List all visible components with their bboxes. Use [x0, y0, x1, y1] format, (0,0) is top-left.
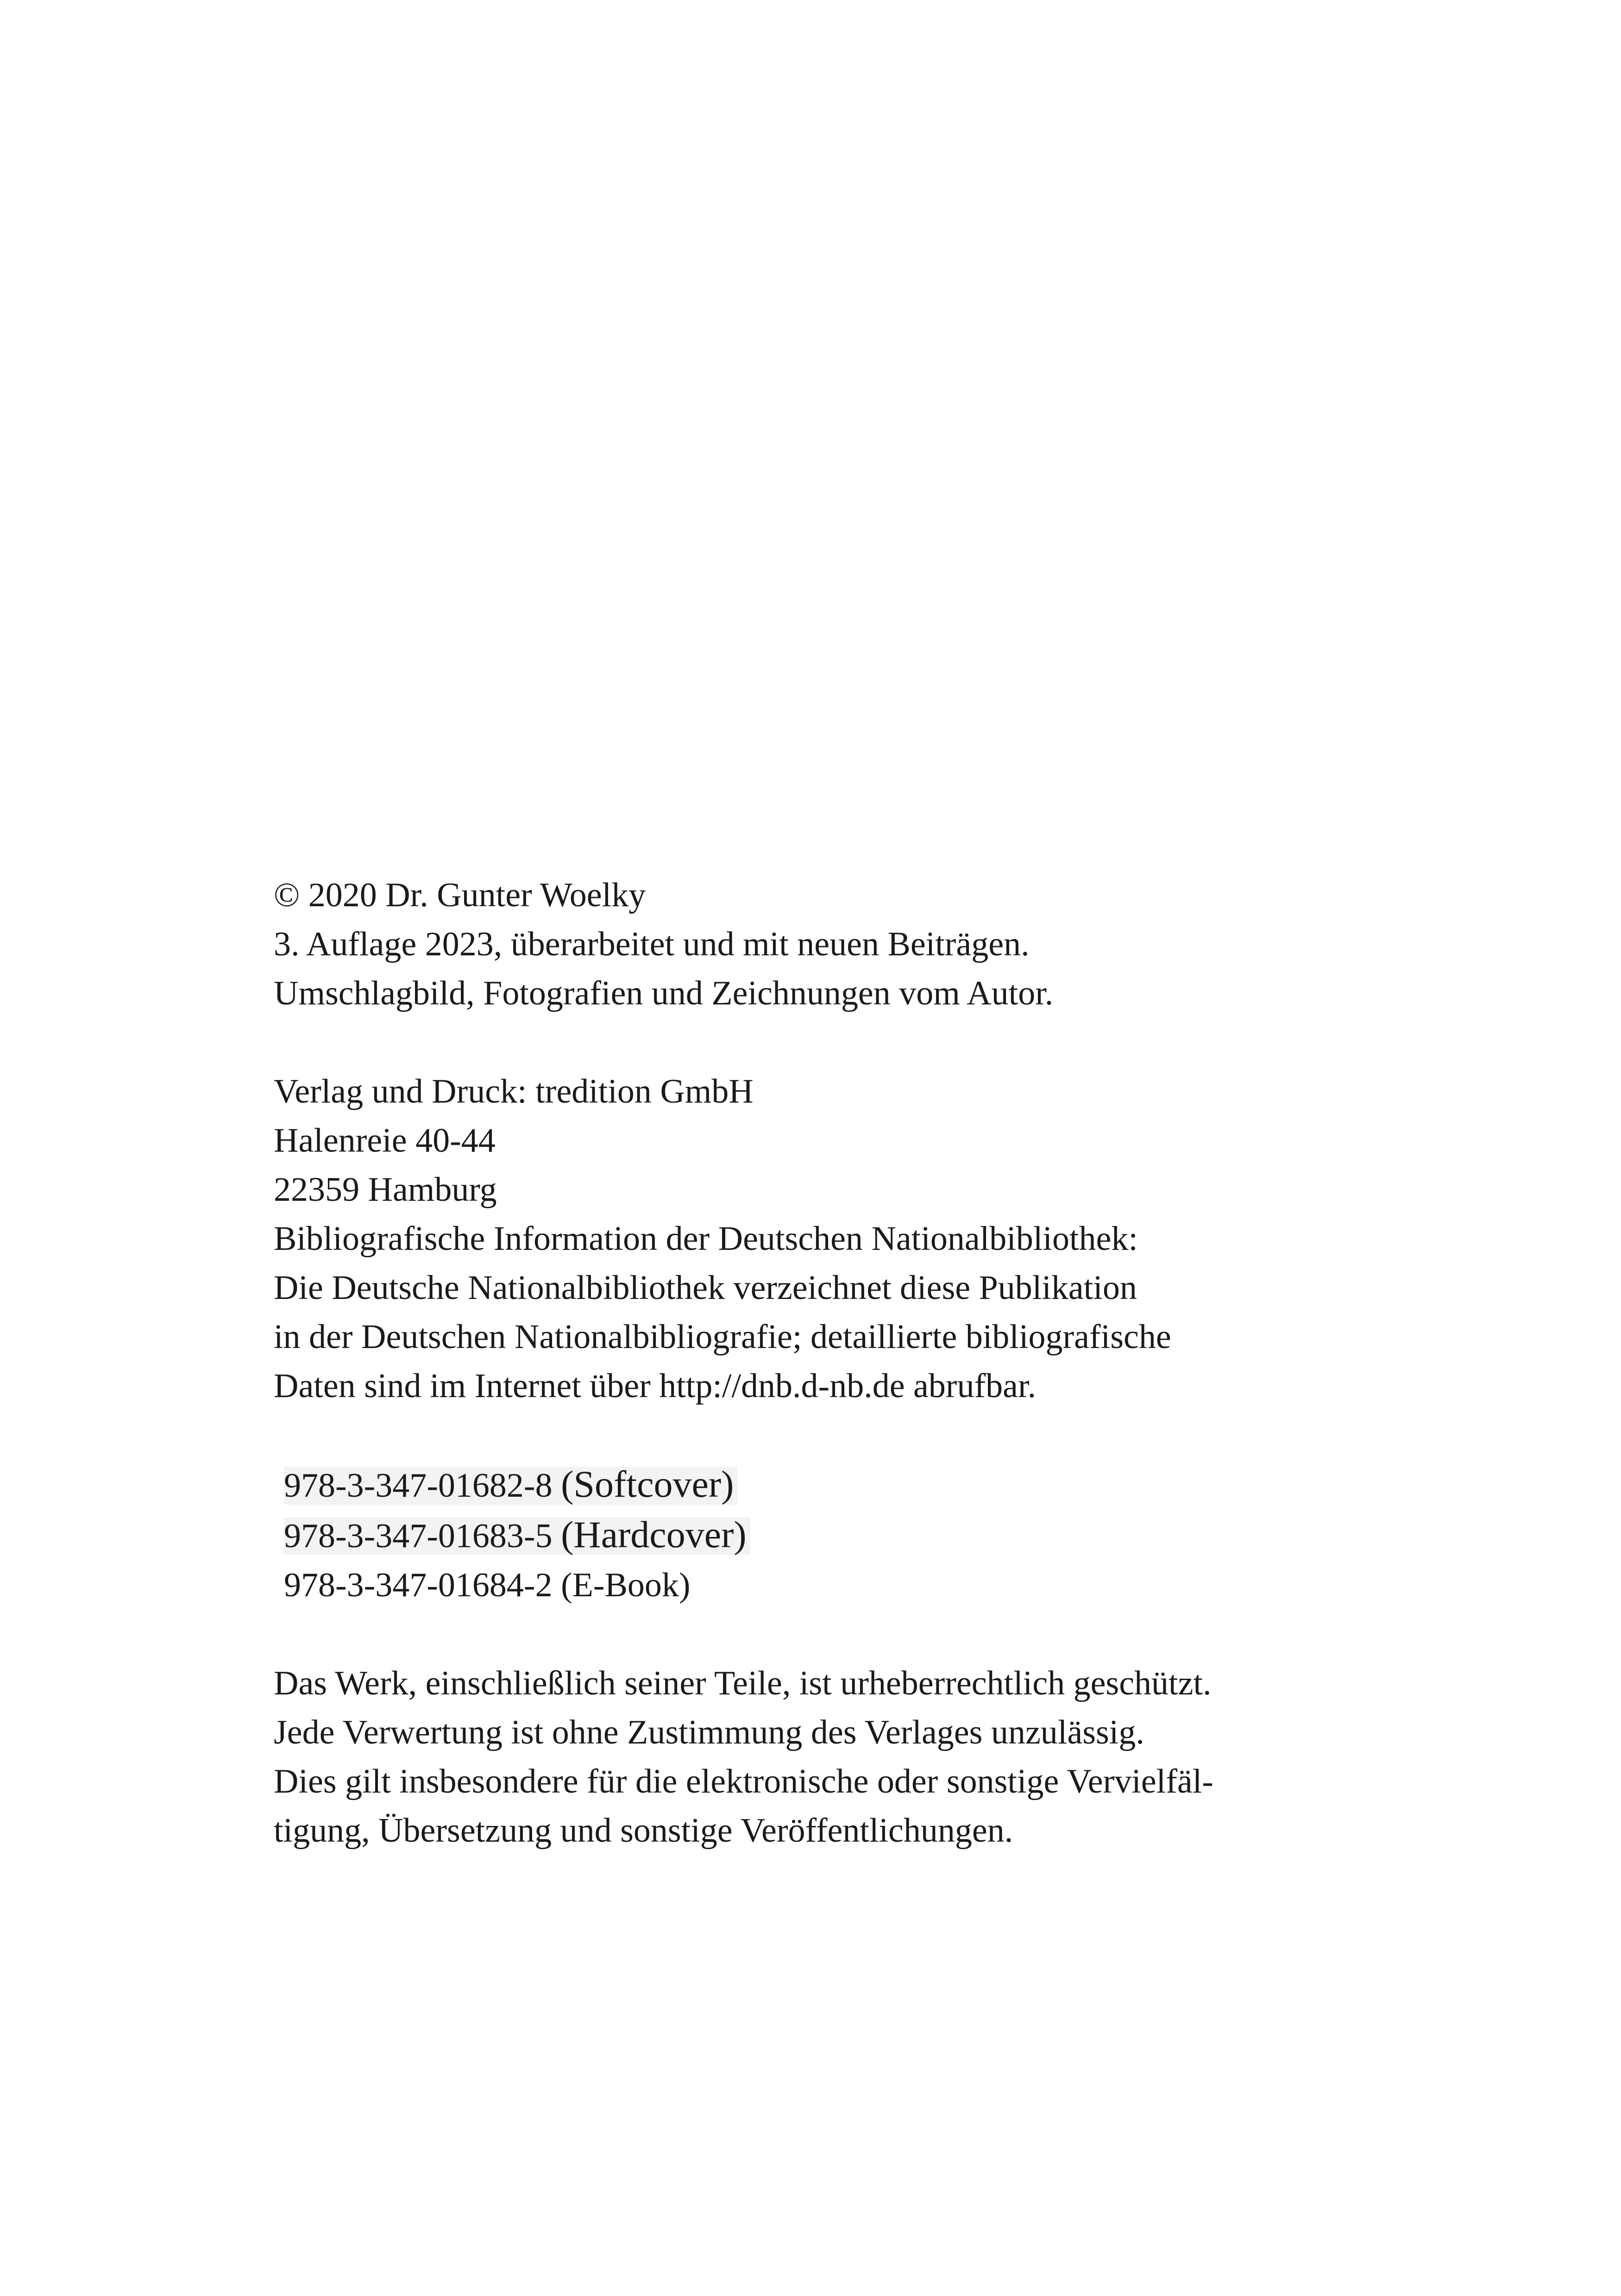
isbn-type: (Hardcover): [561, 1513, 747, 1556]
rights-line-3: Dies gilt insbesondere für die elektronische oder sonstige Vervielfäl-: [274, 1763, 1213, 1800]
rights-line-4: tigung, Übersetzung und sonstige Veröffentlichungen.: [274, 1812, 1013, 1850]
isbn-number: 978-3-347-01682-8: [284, 1467, 553, 1505]
publisher-street: Halenreie 40-44: [274, 1122, 496, 1160]
edition-line: 3. Auflage 2023, überarbeitet und mit neuen Beiträgen.: [274, 925, 1030, 963]
spacer: [274, 1018, 1408, 1067]
bibliographic-line-4: Daten sind im Internet über http://dnb.d-nb.de abrufbar.: [274, 1367, 1037, 1405]
copyright-block: [274, 871, 1408, 1018]
publisher-block: [274, 1067, 1408, 1214]
imprint-section: [274, 871, 1408, 1855]
spacer: [274, 1411, 1408, 1460]
rights-block: [274, 1659, 1408, 1855]
rights-line-2: Jede Verwertung ist ohne Zustimmung des Verlages unzulässig.: [274, 1713, 1144, 1751]
bibliographic-block: [274, 1214, 1408, 1411]
isbn-block: [274, 1460, 1408, 1610]
copyright-line: © 2020 Dr. Gunter Woelky: [274, 876, 646, 914]
isbn-ebook: [274, 1561, 1408, 1610]
isbn-type: (Softcover): [561, 1463, 734, 1505]
bibliographic-line-1: Bibliografische Information der Deutschen Nationalbibliothek:: [274, 1220, 1138, 1258]
bibliographic-line-2: Die Deutsche Nationalbibliothek verzeichnet diese Publikation: [274, 1269, 1137, 1307]
isbn-number: 978-3-347-01683-5: [284, 1517, 553, 1555]
cover-credit-line: Umschlagbild, Fotografien und Zeichnungen vom Autor.: [274, 974, 1054, 1012]
publisher-name: Verlag und Druck: tredition GmbH: [274, 1073, 754, 1110]
rights-line-1: Das Werk, einschließlich seiner Teile, ist urheberrechtlich geschützt.: [274, 1664, 1212, 1702]
isbn-number: 978-3-347-01684-2: [284, 1566, 553, 1604]
bibliographic-line-3: in der Deutschen Nationalbibliografie; detaillierte bibliografische: [274, 1318, 1171, 1356]
spacer: [274, 1610, 1408, 1659]
isbn-hardcover: [274, 1510, 1408, 1561]
isbn-softcover: [274, 1460, 1408, 1510]
publisher-city: 22359 Hamburg: [274, 1171, 497, 1209]
isbn-type: (E-Book): [561, 1566, 691, 1604]
